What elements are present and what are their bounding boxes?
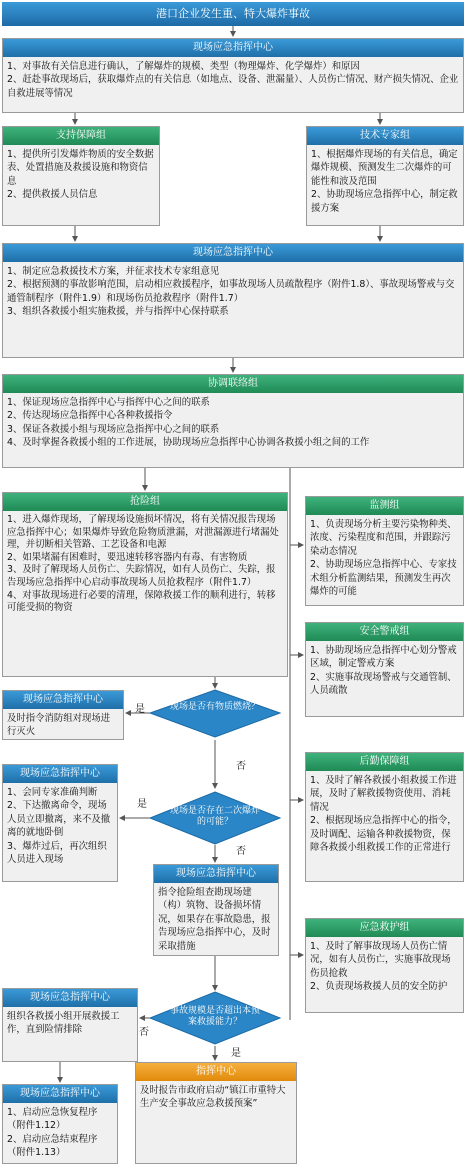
node-header: 抢险组 — [3, 493, 287, 511]
decision-scale-no: 否 — [139, 1027, 149, 1038]
command-continue-box — [2, 988, 138, 1062]
node-header: 现场应急指挥中心 — [3, 691, 123, 709]
decision-fire-no: 否 — [236, 761, 246, 772]
node-header: 协调联络组 — [3, 375, 463, 393]
command-center-1 — [2, 38, 464, 113]
decision-fire-label: 现场是否有物质燃烧？ — [170, 702, 261, 712]
node-header: 现场应急指挥中心 — [154, 865, 278, 883]
node-header: 支持保障组 — [3, 127, 159, 145]
node-body: 1、会同专家准确判断 2、下达撤离命令，现场人员立即撤离，来不及撤离的就地卧倒 3、爆炸过后，再次组织人员进入现场 — [7, 787, 111, 866]
monitoring-group — [305, 496, 464, 606]
node-header: 应急救护组 — [306, 919, 463, 937]
node-body: 及时指令消防组对现场进行灭火 — [7, 713, 111, 738]
tech-expert-group — [306, 126, 464, 226]
node-body: 组织各救援小组开展救援工作，直到险情排除 — [7, 1011, 120, 1036]
node-header: 现场应急指挥中心 — [3, 1085, 117, 1103]
decision-second-no: 否 — [236, 846, 246, 857]
node-body: 1、保证现场应急指挥中心与指挥中心之间的联系 2、传达现场应急指挥中心各种救援指令 3、保证各救援小组与现场应急指挥中心之间的联系 4、及时掌握各救援小组的工作进展，协助现场应急指挥中心协调各救援小组之间的工作 — [7, 397, 370, 449]
security-guard-group — [305, 622, 464, 717]
node-body: 1、对事故有关信息进行确认，了解爆炸的规模、类型（物理爆炸、化学爆炸）和原因 2、赶赴事故现场后，获取爆炸点的有关信息（如地点、设备、泄漏量）、人员伤亡情况、财产损失情况、企业自救进展等情况 — [7, 61, 459, 99]
decision-fire-yes: 是 — [135, 704, 145, 715]
node-header: 现场应急指挥中心 — [3, 244, 463, 262]
node-header: 现场应急指挥中心 — [3, 39, 463, 57]
node-body: 1、及时了解各救援小组救援工作进展，及时了解救援物资使用、消耗情况 2、根据现场应急指挥中心的指令，及时调配、运输各种救援物资，保障各救援小组救援工作的正常进行 — [310, 775, 457, 854]
node-header: 现场应急指挥中心 — [3, 765, 117, 783]
node-header: 指挥中心 — [136, 1063, 296, 1081]
node-body: 1、负责现场分析主要污染物种类、浓度、污染程度和范围，并跟踪污染动态情况 2、协助现场应急指挥中心、专家技术组分析监测结果，预测发生再次爆炸的可能 — [310, 519, 457, 598]
node-body: 指令抢险组查勘现场建（构）筑物、设备损坏情况，如果存在事故隐患，报告现场应急指挥中心，及时采取措施 — [158, 887, 271, 952]
node-header: 现场应急指挥中心 — [3, 989, 137, 1007]
decision-fire-diamond — [150, 690, 280, 737]
decision-scale-yes: 是 — [231, 1048, 241, 1059]
node-header: 技术专家组 — [307, 127, 463, 145]
logistics-group — [305, 752, 464, 882]
support-group — [2, 126, 160, 226]
rescue-group — [2, 492, 288, 677]
node-body: 1、协助现场应急指挥中心划分警戒区域，制定警戒方案 2、实施事故现场警戒与交通管制、人员疏散 — [310, 645, 457, 697]
headquarters-box — [135, 1062, 297, 1164]
decision-second-yes: 是 — [137, 799, 147, 810]
command-fire-box — [2, 690, 124, 740]
command-center-2 — [2, 243, 464, 358]
node-header: 安全警戒组 — [306, 623, 463, 641]
command-recovery-box — [2, 1084, 118, 1164]
node-body: 1、制定应急救援技术方案，并征求技术专家组意见 2、根据预测的事故影响范围，启动相应救援程序，如事故现场人员疏散程序（附件1.8）、事故现场警戒与交通管制程序（附件1.9）和现场伤员抢救程序（附件1.7） 3、组织各救援小组实施救援，并与指挥中心保持联系 — [7, 266, 455, 318]
coordination-group — [2, 374, 464, 468]
node-header: 监测组 — [306, 497, 463, 515]
page-title: 港口企业发生重、特大爆炸事故 — [2, 2, 464, 26]
command-evacuate-box — [2, 764, 118, 882]
node-body: 1、根据爆炸现场的有关信息，确定爆炸规模、预测发生二次爆炸的可能性和波及范围 2、协助现场应急指挥中心，制定救援方案 — [311, 149, 458, 214]
node-body: 1、进入爆炸现场，了解现场设施损坏情况，将有关情况报告现场应急指挥中心；如果爆炸导致危险物质泄漏，对泄漏源进行堵漏处理，并切断相关管路、工艺设备和电源 2、如果堵漏有困难时，要迅速转移容器内有毒、有害物质 3、及时了解现场人员伤亡、失踪情况，如有人员伤亡、失踪，报告现场应急指挥中心启动事故现场人员抢救程序（附件1.7） 4、对事故现场进行必要的清理，保障救援工作的顺利进行，转移可能受损的物资 — [7, 514, 279, 614]
node-body: 及时报告市政府启动“镇江市重特大生产安全事故应急救援预案” — [140, 1085, 286, 1110]
medical-rescue-group — [305, 918, 464, 1013]
node-header: 后勤保障组 — [306, 753, 463, 771]
command-inspect-box — [153, 864, 279, 956]
node-body: 1、及时了解事故现场人员伤亡情况，如有人员伤亡，实施事故现场伤员抢救 2、负责现场救援人员的安全防护 — [310, 941, 451, 993]
decision-second-label: 现场是否存在二次爆炸的可能？ — [170, 806, 261, 827]
node-body: 1、启动应急恢复程序（附件1.12） 2、启动应急结束程序（附件1.13） — [7, 1107, 98, 1159]
node-body: 1、提供所引发爆炸物质的安全数据表、处置措施及救援设施和物资信息 2、提供救援人员信息 — [7, 149, 154, 201]
decision-scale-label: 事故规模是否超出本预案救援能力？ — [169, 1006, 260, 1027]
